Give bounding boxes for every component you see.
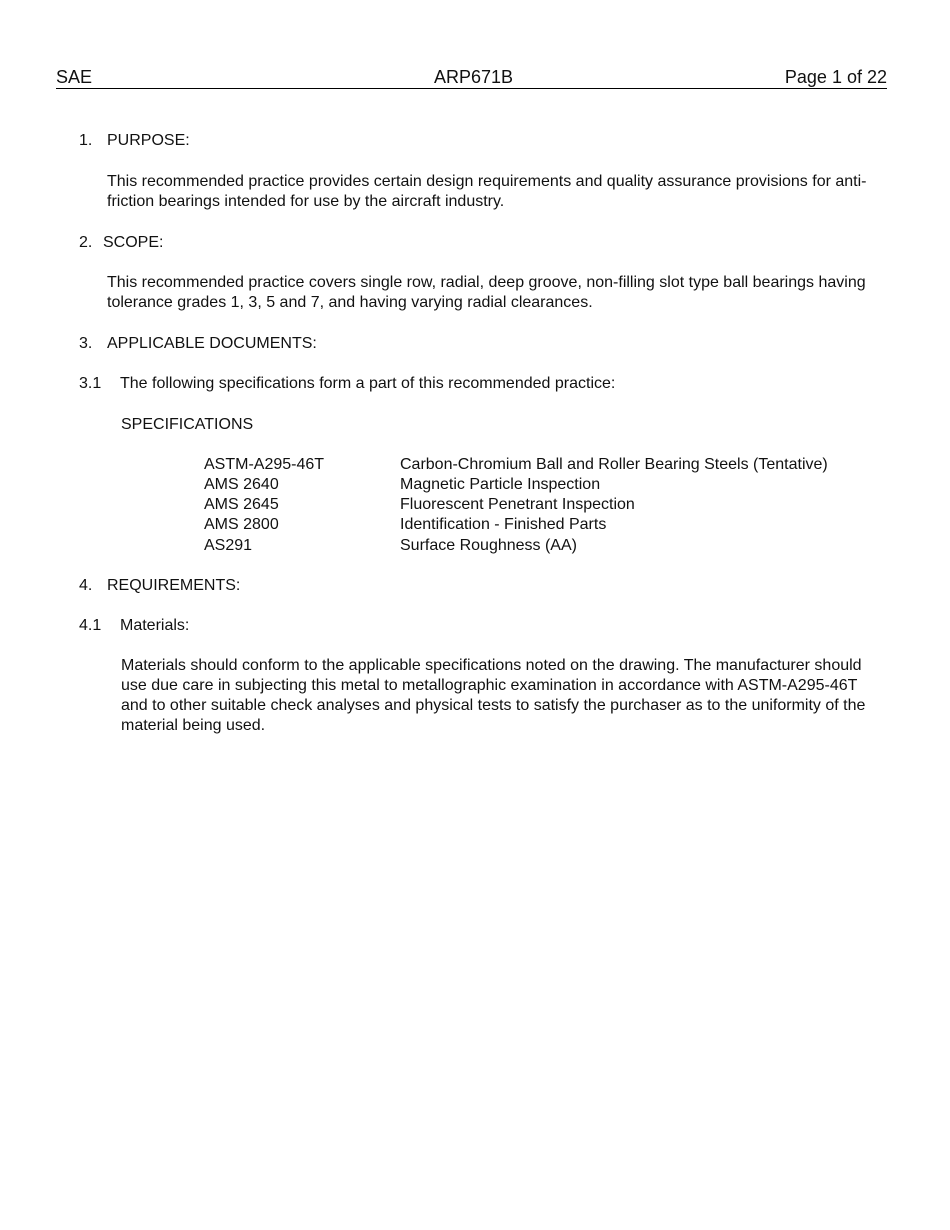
spec-code: ASTM-A295-46T — [204, 456, 325, 473]
section-1-text: This recommended practice provides certain design requirements and quality assurance provisions for anti-friction bearings intended for use by the aircraft industry. — [107, 173, 867, 210]
spec-title: Magnetic Particle Inspection — [400, 476, 601, 493]
section-3-title: APPLICABLE DOCUMENTS: — [107, 335, 317, 352]
section-3-1-number: 3.1 — [79, 375, 102, 392]
section-4-number: 4. — [79, 577, 93, 594]
section-2-text: This recommended practice covers single row, radial, deep groove, non-filling slot type ball bearings having tolerance grades 1, 3, 5 and 7, and having varying radial clearances. — [107, 274, 866, 311]
page-header — [56, 66, 887, 89]
header-doc-number: ARP671B — [434, 67, 514, 87]
spec-title: Surface Roughness (AA) — [400, 537, 577, 554]
spec-code: AMS 2645 — [204, 496, 279, 513]
section-2-number: 2. — [79, 234, 93, 251]
section-3-1-text: The following specifications form a part of this recommended practice: — [120, 375, 616, 392]
spec-code: AMS 2800 — [204, 516, 279, 533]
section-3-number: 3. — [79, 335, 93, 352]
section-1-number: 1. — [79, 132, 93, 149]
section-4-1-text: Materials should conform to the applicable specifications noted on the drawing. The manufacturer should use due care in subjecting this metal to metallographic examination in accordance with ASTM-A295-46T and to other suitable check analyses and physical tests to satisfy the purchaser as to the uniformity of the material being used. — [121, 657, 866, 734]
header-page-number: Page 1 of 22 — [784, 67, 887, 87]
section-2-title: SCOPE: — [103, 234, 164, 251]
spec-code: AMS 2640 — [204, 476, 279, 493]
spec-title: Carbon-Chromium Ball and Roller Bearing Steels (Tentative) — [400, 456, 828, 473]
header-org: SAE — [56, 67, 93, 87]
spec-title: Fluorescent Penetrant Inspection — [400, 496, 635, 513]
spec-title: Identification - Finished Parts — [400, 516, 607, 533]
spec-code: AS291 — [204, 537, 253, 554]
section-4-title: REQUIREMENTS: — [107, 577, 241, 594]
section-1-title: PURPOSE: — [107, 132, 190, 149]
section-4-1-number: 4.1 — [79, 617, 102, 634]
specifications-heading: SPECIFICATIONS — [121, 416, 254, 433]
section-4-1-title: Materials: — [120, 617, 190, 634]
